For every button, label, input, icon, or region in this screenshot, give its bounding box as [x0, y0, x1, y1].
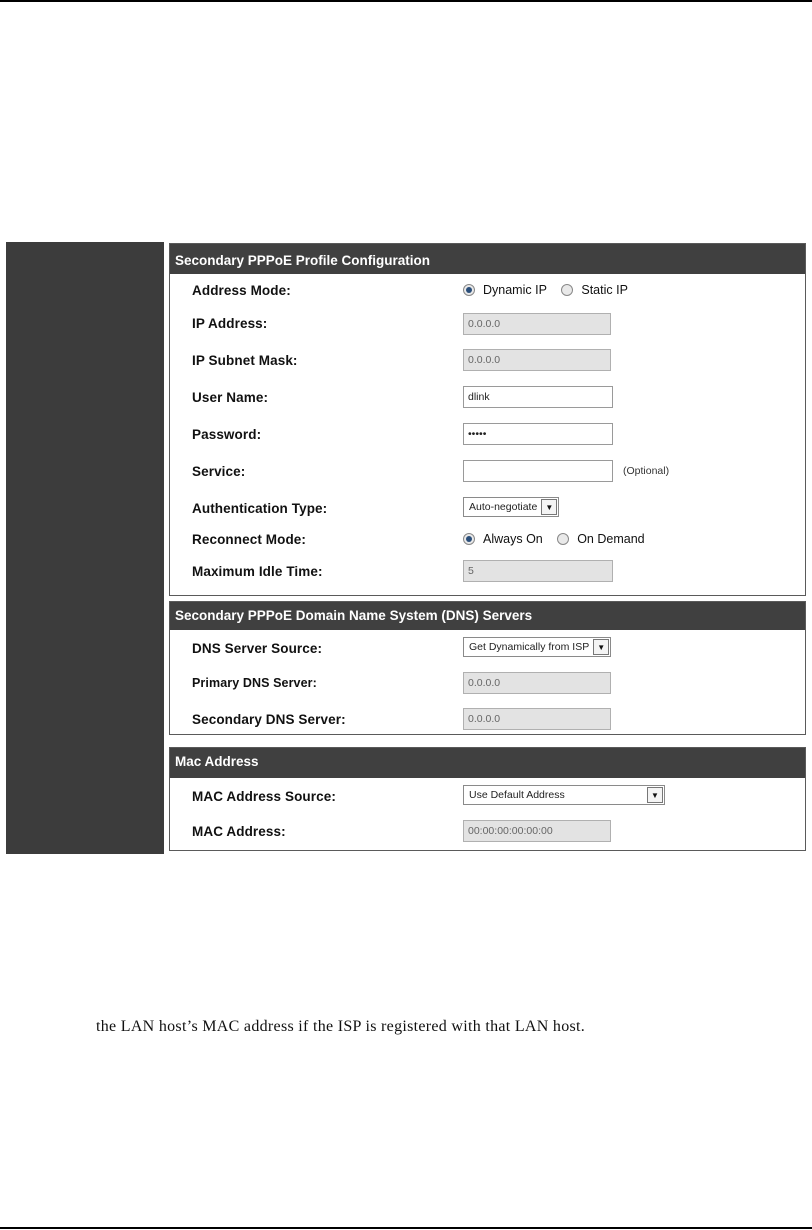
bottom-rule	[0, 1227, 812, 1229]
mac-source-row	[170, 785, 805, 809]
user-name-input[interactable]: dlink	[463, 386, 613, 408]
subnet-mask-input[interactable]: 0.0.0.0	[463, 349, 611, 371]
dns-source-label: DNS Server Source:	[192, 641, 323, 656]
reconnect-mode-row	[170, 528, 805, 552]
address-mode-row	[170, 279, 805, 303]
address-mode-label: Address Mode:	[192, 283, 291, 298]
auth-type-select[interactable]: Auto-negotiate ▼	[463, 497, 559, 517]
mac-source-select[interactable]: Use Default Address ▼	[463, 785, 665, 805]
ip-address-row	[170, 313, 805, 337]
max-idle-label: Maximum Idle Time:	[192, 564, 323, 579]
ip-address-input[interactable]: 0.0.0.0	[463, 313, 611, 335]
chevron-down-icon: ▼	[593, 639, 609, 655]
section-title: Mac Address	[170, 748, 805, 778]
dynamic-ip-radio[interactable]: Dynamic IP	[463, 283, 547, 297]
caption-text: the LAN host’s MAC address if the ISP is registered with that LAN host.	[96, 1018, 586, 1035]
password-label: Password:	[192, 427, 262, 442]
auth-type-row	[170, 497, 805, 521]
optional-note: (Optional)	[623, 465, 670, 477]
max-idle-row	[170, 560, 805, 584]
mac-address-panel	[169, 747, 806, 851]
primary-dns-row	[170, 672, 805, 696]
section-title: Secondary PPPoE Domain Name System (DNS) Servers	[170, 602, 805, 630]
radio-unselected-icon	[557, 533, 569, 545]
service-label: Service:	[192, 464, 246, 479]
radio-selected-icon	[463, 533, 475, 545]
service-input[interactable]	[463, 460, 613, 482]
always-on-radio[interactable]: Always On	[463, 532, 543, 546]
dns-source-row	[170, 637, 805, 661]
ip-address-label: IP Address:	[192, 316, 268, 331]
pppoe-profile-panel	[169, 243, 806, 596]
on-demand-radio[interactable]: On Demand	[557, 532, 644, 546]
mac-source-label: MAC Address Source:	[192, 789, 336, 804]
sidebar	[6, 242, 164, 854]
subnet-mask-label: IP Subnet Mask:	[192, 353, 298, 368]
mac-address-row	[170, 820, 805, 844]
subnet-mask-row	[170, 349, 805, 373]
service-row	[170, 460, 805, 484]
user-name-label: User Name:	[192, 390, 269, 405]
mac-address-label: MAC Address:	[192, 824, 286, 839]
auth-type-label: Authentication Type:	[192, 501, 328, 516]
dns-servers-panel	[169, 601, 806, 735]
radio-selected-icon	[463, 284, 475, 296]
dns-source-select[interactable]: Get Dynamically from ISP ▼	[463, 637, 611, 657]
primary-dns-label: Primary DNS Server:	[192, 676, 317, 690]
top-rule	[0, 0, 812, 2]
section-title: Secondary PPPoE Profile Configuration	[170, 244, 805, 274]
user-name-row	[170, 386, 805, 410]
chevron-down-icon: ▼	[647, 787, 663, 803]
reconnect-mode-label: Reconnect Mode:	[192, 532, 307, 547]
static-ip-radio[interactable]: Static IP	[561, 283, 628, 297]
radio-unselected-icon	[561, 284, 573, 296]
password-input[interactable]: •••••	[463, 423, 613, 445]
max-idle-input[interactable]: 5	[463, 560, 613, 582]
secondary-dns-row	[170, 708, 805, 732]
primary-dns-input[interactable]: 0.0.0.0	[463, 672, 611, 694]
chevron-down-icon: ▼	[541, 499, 557, 515]
mac-address-input[interactable]: 00:00:00:00:00:00	[463, 820, 611, 842]
password-row	[170, 423, 805, 447]
secondary-dns-input[interactable]: 0.0.0.0	[463, 708, 611, 730]
secondary-dns-label: Secondary DNS Server:	[192, 712, 346, 727]
